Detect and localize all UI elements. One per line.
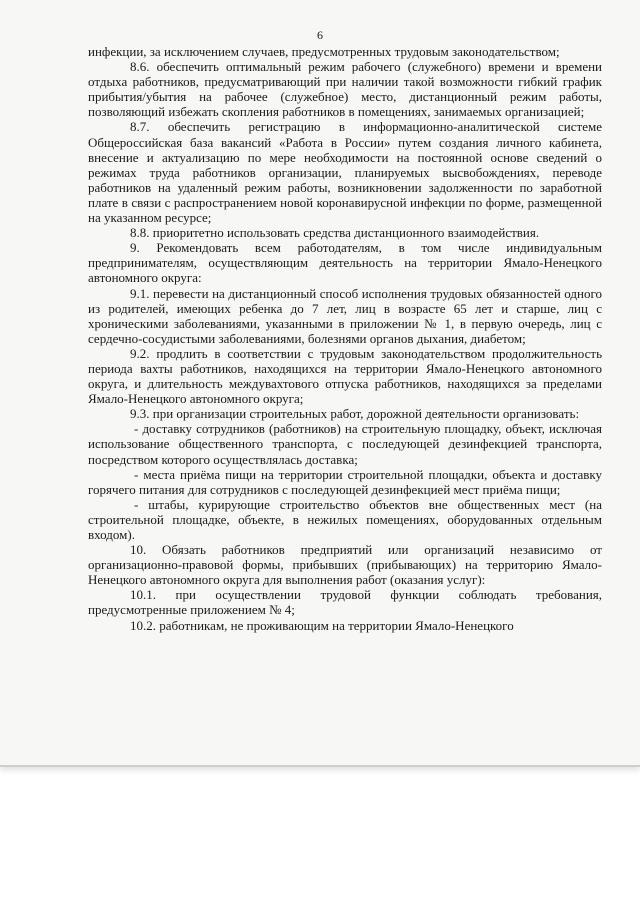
paragraph-9-1: 9.1. перевести на дистанционный способ исполнения трудовых обязанностей одного из родителей, имеющих ребенка до 7 лет, лиц в возрасте 65 лет и старше, лиц с хроническими заболеваниями, указанными в приложении № 1, в первую очередь, лиц с сердечно-сосудистыми заболеваниями, болезнями органов дыхания, диабетом; (88, 285, 602, 346)
paragraph-continuation: инфекции, за исключением случаев, предусмотренных трудовым законодательством; (88, 44, 560, 59)
paragraph-9-3: 9.3. при организации строительных работ, дорожной деятельности организовать: (130, 406, 580, 422)
list-item-headquarters: - штабы, курирующие строительство объектов вне общественных мест (на строительной площадке, объекте, в нежилых помещениях, оборудованных отдельным входом). (88, 496, 602, 542)
page-number: 6 (317, 28, 323, 42)
paragraph-10-2: 10.2. работникам, не проживающим на территории Ямало-Ненецкого (130, 617, 514, 633)
paragraph-10: 10. Обязать работников предприятий или организаций независимо от организационно-правовой формы, прибывших (прибывающих) на территорию Ямало-Ненецкого автономного округа для выполнения работ (оказания услуг): (88, 542, 602, 588)
list-item-meals: - места приёма пищи на территории строительной площадки, объекта и доставку горячего питания для сотрудников с последующей дезинфекцией мест приёма пищи; (88, 466, 602, 497)
paragraph-8-8: 8.8. приоритетно использовать средства дистанционного взаимодействия. (130, 225, 540, 241)
blank-area (0, 767, 640, 907)
paragraph-10-1: 10.1. при осуществлении трудовой функции соблюдать требования, предусмотренные приложением № 4; (88, 587, 602, 618)
paragraph-8-7: 8.7. обеспечить регистрацию в информационно-аналитической системе Общероссийская база вакансий «Работа в России» путем создания личного кабинета, внесение и актуализацию по мере необходимости на постоянной основе сведений о режимах труда работников организации, планируемых высвобождениях, переводе работников на удаленный режим работы, возникновении задолженности по заработной плате в связи с распространением новой коронавирусной инфекции по форме, размещенной на указанном ресурсе; (88, 119, 602, 226)
paragraph-8-6: 8.6. обеспечить оптимальный режим рабочего (служебного) времени и времени отдыха работников, предусматривающий при наличии такой возможности гибкий график прибытия/убытия на рабочее (служебное) место, дистанционный режим работы, позволяющий избежать скопления работников в помещениях, занимаемых организацией; (88, 59, 602, 120)
list-item-delivery: - доставку сотрудников (работников) на строительную площадку, объект, исключая использование общественного транспорта, с последующей дезинфекцией транспорта, посредством которого осуществлялась доставка; (88, 421, 602, 467)
document-body (88, 44, 602, 633)
paragraph-9: 9. Рекомендовать всем работодателям, в том числе индивидуальным предпринимателям, осуществляющим деятельность на территории Ямало-Ненецкого автономного округа: (88, 240, 602, 286)
paragraph-9-2: 9.2. продлить в соответствии с трудовым законодательством продолжительность периода вахты работников, находящихся на территории Ямало-Ненецкого автономного округа, и длительность междувахтового отпуска работников, находящихся за пределами Ямало-Ненецкого автономного округа; (88, 345, 602, 407)
